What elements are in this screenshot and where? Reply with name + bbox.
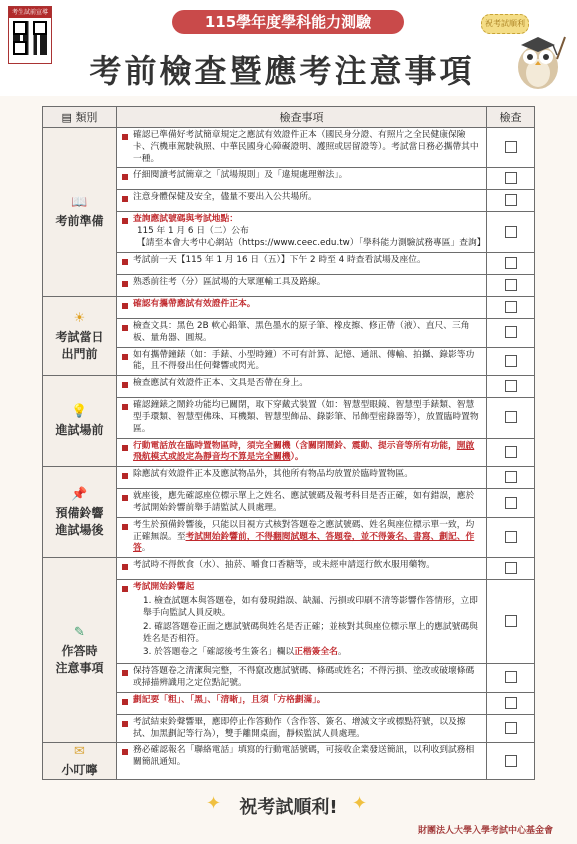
table-row (43, 212, 535, 252)
table-header-row (43, 107, 535, 128)
qr-corner (33, 21, 47, 35)
table-row (43, 347, 535, 376)
qr-label: 考生試前宣導 (9, 7, 51, 18)
check-item: 檢查應試有效證件正本、文具是否帶在身上。 (117, 376, 487, 398)
good-luck-badge: 祝考試順利 (481, 14, 529, 34)
category-cell (43, 128, 117, 297)
sparkle-icon: ✦ (352, 793, 368, 814)
item-line: 3. 於答題卷之「確認後考生簽名」欄以正楷簽全名。 (143, 647, 347, 658)
pushpin-icon: 📌 (71, 486, 88, 502)
check-cell[interactable] (487, 190, 535, 212)
checkbox[interactable] (505, 497, 517, 509)
check-item: 確認已準備好考試簡章規定之應試有效證件正本（國民身分證、有照片之全民健康保險卡、汽機車駕駛執照、中華民國身心障礙證明、護照或居留證等）。考試當日務必攜帶其中一種。 (117, 128, 487, 168)
item-line: 115 年 1 月 6 日（二）公布 (137, 226, 249, 237)
check-cell[interactable] (487, 274, 535, 296)
checkbox[interactable] (505, 615, 517, 627)
col-header-item: 檢查事項 (117, 107, 487, 128)
item-line: 2. 確認答題卷正面之應試號碼與姓名是否正確；並核對其與座位標示單上的應試號碼與姓名是否相符。 (143, 621, 478, 644)
checkbox[interactable] (505, 172, 517, 184)
check-item: 行動電話放在臨時置物區時，須完全關機（含關閉鬧鈴、震動、提示音等所有功能，開啟飛航模式或設定為靜音均不算是完全關機）。 (117, 438, 487, 467)
table-row (43, 398, 535, 438)
table-row (43, 252, 535, 274)
check-item: 考試前一天【115 年 1 月 16 日（五）】下午 2 時至 4 時查看試場及座位。 (117, 252, 487, 274)
category-cell (43, 743, 117, 780)
check-item: 仔細閱讀考試簡章之「試場規則」及「違規處理辦法」。 (117, 168, 487, 190)
check-cell[interactable] (487, 558, 535, 580)
table-row (43, 296, 535, 318)
checkbox[interactable] (505, 471, 517, 483)
organization-logo: 財團法人大學入學考試中心基金會 (418, 826, 554, 836)
table-row (43, 714, 535, 743)
checkbox[interactable] (505, 722, 517, 734)
table-row (43, 318, 535, 347)
checkbox[interactable] (505, 411, 517, 423)
qr-code[interactable] (8, 6, 52, 64)
table-row (43, 743, 535, 780)
check-item (117, 212, 487, 252)
check-cell[interactable] (487, 743, 535, 780)
pencil-icon: ✎ (74, 624, 85, 640)
check-cell[interactable] (487, 692, 535, 714)
checkbox[interactable] (505, 326, 517, 338)
check-cell[interactable] (487, 398, 535, 438)
item-heading: 查詢應試號碼與考試地點： (133, 214, 238, 225)
category-label: 考前準備 (55, 213, 104, 228)
table-row (43, 190, 535, 212)
envelope-icon: ✉ (74, 744, 85, 760)
checkbox[interactable] (505, 355, 517, 367)
checkbox[interactable] (505, 226, 517, 238)
owl-mascot-icon (507, 25, 569, 93)
table-row (43, 664, 535, 693)
item-line: 【請至本會大考中心網站（https://www.ceec.edu.tw）「學科能力測驗試務專區」查詢】 (137, 238, 486, 249)
table-row (43, 558, 535, 580)
col-header-category: ▤ 類別 (43, 107, 117, 128)
category-cell (43, 376, 117, 467)
category-cell (43, 558, 117, 743)
table-row (43, 168, 535, 190)
check-item: 考生於預備鈴響後，只能以目視方式核對答題卷之應試號碼、姓名與座位標示單一致，均正確無誤。至考試開始鈴響前，不得翻閱試題本、答題卷，並不得簽名、書寫、劃記、作答。 (117, 517, 487, 557)
table-row (43, 274, 535, 296)
footer-wish: 祝考試順利! (239, 797, 338, 818)
item-line: 1. 檢查試題本與答題卷，如有發現錯誤、缺漏、污損或印刷不清等影響作答情形，立即舉手向監試人員反映。 (143, 596, 478, 618)
category-cell (43, 467, 117, 558)
checklist-table (42, 106, 535, 780)
category-label: 進試場後 (55, 522, 104, 537)
check-item: 劃記要「粗」、「黑」、「清晰」，且須「方格劃滿」。 (117, 692, 487, 714)
checkbox[interactable] (505, 141, 517, 153)
check-cell[interactable] (487, 252, 535, 274)
page-title: 考前檢查暨應考注意事項 (89, 52, 475, 90)
check-item: 就座後，應先確認座位標示單上之姓名、應試號碼及報考科目是否正確，如有錯誤，應於考試開始鈴響前舉手請監試人員處理。 (117, 489, 487, 518)
check-cell[interactable] (487, 168, 535, 190)
check-cell[interactable] (487, 128, 535, 168)
checkbox[interactable] (505, 531, 517, 543)
item-heading: 考試開始鈴響起 (133, 582, 195, 593)
category-label: 進試場前 (55, 423, 104, 438)
checkbox[interactable] (505, 257, 517, 269)
checkbox[interactable] (505, 755, 517, 767)
check-cell[interactable] (487, 714, 535, 743)
header (0, 0, 577, 96)
check-item: 務必確認報名「聯絡電話」填寫的行動電話號碼，可接收企業發送簡訊，以利收到試務相關簡訊通知。 (117, 743, 487, 780)
category-label: 作答時 (61, 643, 98, 658)
col-header-check: 檢查 (487, 107, 535, 128)
check-item: 除應試有效證件正本及應試物品外，其他所有物品均放置於臨時置物區。 (117, 467, 487, 489)
check-item: 熟悉前往考（分）區試場的大眾運輸工具及路線。 (117, 274, 487, 296)
check-cell[interactable] (487, 467, 535, 489)
book-icon: 📖 (71, 194, 88, 210)
check-cell[interactable] (487, 438, 535, 467)
category-label: 小叮嚀 (61, 763, 98, 778)
table-row (43, 517, 535, 557)
check-item: 確認鐘錶之鬧鈴功能均已關閉，取下穿戴式裝置（如：智慧型眼鏡、智慧型手錶類、智慧型手環類、智慧型佛珠、耳機類、智慧型飾品、錄影筆、吊飾型密錄器等），放置臨時置物區。 (117, 398, 487, 438)
check-cell[interactable] (487, 580, 535, 664)
check-item: 檢查文具：黑色 2B 軟心鉛筆、黑色墨水的原子筆、橡皮擦、修正帶（液）、直尺、三角板、量角器、圓規。 (117, 318, 487, 347)
checkbox[interactable] (505, 380, 517, 392)
check-item: 考試時不得飲食（水）、抽菸、嚼食口香糖等，或未經申請逕行飲水服用藥物。 (117, 558, 487, 580)
check-cell[interactable] (487, 517, 535, 557)
category-label: 考試當日 (55, 329, 104, 344)
sparkle-icon: ✦ (206, 793, 222, 814)
check-cell[interactable] (487, 664, 535, 693)
category-label: 出門前 (61, 346, 98, 361)
sun-icon: ☀ (73, 310, 86, 326)
lightbulb-icon: 💡 (71, 404, 88, 420)
table-row (43, 467, 535, 489)
subtitle-banner: 115學年度學科能力測驗 (172, 10, 404, 34)
check-item: 注意身體保健及安全，儘量不要出入公共場所。 (117, 190, 487, 212)
table-row (43, 128, 535, 168)
checkbox[interactable] (505, 279, 517, 291)
checkbox[interactable] (505, 562, 517, 574)
check-cell[interactable] (487, 347, 535, 376)
checkbox[interactable] (505, 697, 517, 709)
table-row (43, 580, 535, 664)
table-row (43, 489, 535, 518)
category-cell (43, 296, 117, 375)
table-row (43, 438, 535, 467)
checkbox[interactable] (505, 446, 517, 458)
qr-corner (13, 21, 27, 35)
table-row (43, 376, 535, 398)
category-label: 注意事項 (55, 660, 104, 675)
checkbox[interactable] (505, 671, 517, 683)
table-row (43, 692, 535, 714)
checkbox[interactable] (505, 194, 517, 206)
check-item: 如有攜帶鐘錶（如：手錶、小型時鐘）不可有計算、記憶、通訊、傳輸、拍攝、錄影等功能，且不得發出任何聲響或閃光。 (117, 347, 487, 376)
check-item (117, 580, 487, 664)
check-cell[interactable] (487, 376, 535, 398)
check-item: 保持答題卷之清潔與完整，不得竄改應試號碼、條碼或姓名；不得污損、塗改或破壞條碼或掃描辨識用之定位點記號。 (117, 664, 487, 693)
check-cell[interactable] (487, 318, 535, 347)
check-cell[interactable] (487, 212, 535, 252)
check-item: 確認有攜帶應試有效證件正本。 (117, 296, 487, 318)
checkbox[interactable] (505, 301, 517, 313)
clipboard-icon: ▤ (61, 111, 76, 124)
category-label: 預備鈴響 (55, 505, 104, 520)
check-cell[interactable] (487, 296, 535, 318)
check-cell[interactable] (487, 489, 535, 518)
qr-corner (13, 41, 27, 55)
check-item: 考試結束鈴聲響畢，應即停止作答動作（含作答、簽名、增減文字或標點符號，以及擦拭、加黑劃記等行為），雙手離開桌面，靜候監試人員處理。 (117, 714, 487, 743)
